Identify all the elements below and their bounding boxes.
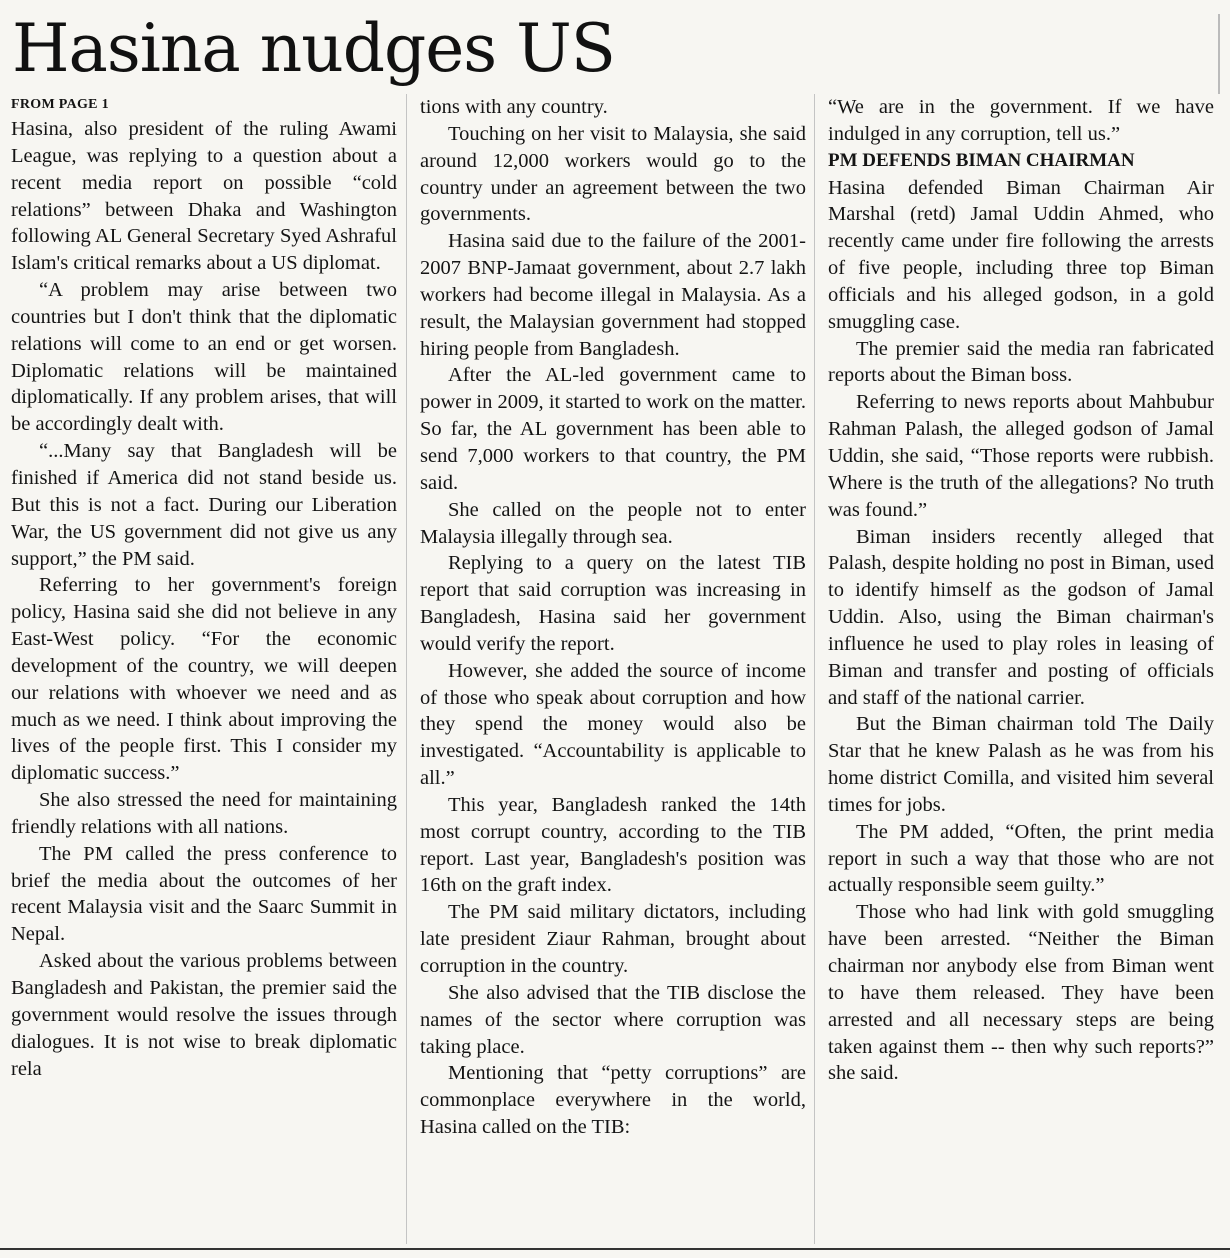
paragraph: She also stressed the need for maintaining friendly relations with all nations.: [11, 789, 397, 838]
paragraph: tions with any country.: [420, 96, 608, 118]
paragraph: Hasina said due to the failure of the 2001-2007 BNP-Jamaat government, about 2.7 lakh workers had become illegal in Malaysia. As a result, the Malaysian government had stopped hiring people from Bangladesh.: [420, 230, 806, 360]
paragraph: Referring to her government's foreign policy, Hasina said she did not believe in any East-West policy. “For the economic development of the country, we will deepen our relations with whoever we need and as much as we need. I think about improving the lives of the people first. This I consider my diplomatic success.”: [11, 574, 397, 785]
paragraph: “We are in the government. If we have indulged in any corruption, tell us.”: [828, 96, 1214, 145]
subheading: PM DEFENDS BIMAN CHAIRMAN: [828, 149, 1135, 171]
edge-line: [1218, 14, 1220, 94]
paragraph: The PM added, “Often, the print media report in such a way that those who are not actually responsible seem guilty.”: [828, 820, 1214, 897]
headline: Hasina nudges US: [12, 10, 615, 87]
kicker-from-page-1: FROM PAGE 1: [11, 97, 109, 112]
paragraph: Asked about the various problems between Bangladesh and Pakistan, the premier said the government would resolve the issues through dialogues. It is not wise to break diplomatic rela: [11, 950, 397, 1080]
paragraph: Those who had link with gold smuggling have been arrested. “Neither the Biman chairman nor anybody else from Biman went to have them released. They have been arrested and all necessary steps are being taken against them -- then why such reports?” she said.: [828, 901, 1214, 1085]
bottom-rule: [0, 1248, 1230, 1250]
column-divider: [406, 94, 407, 1244]
paragraph: She called on the people not to enter Malaysia illegally through sea.: [420, 498, 806, 548]
paragraph: The PM said military dictators, including late president Ziaur Rahman, brought about corruption in the country.: [420, 901, 806, 977]
paragraph: Hasina, also president of the ruling Awami League, was replying to a question about a recent media report on possible “cold relations” between Dhaka and Washington following AL General Secretary Syed Ashraful Islam's critical remarks about a US diplomat.: [11, 118, 397, 275]
column-1: [11, 94, 397, 1082]
paragraph: The PM called the press conference to brief the media about the outcomes of her recent Malaysia visit and the Saarc Summit in Nepal.: [11, 842, 397, 946]
paragraph: After the AL-led government came to power in 2009, it started to work on the matter. So far, the AL government has been able to send 7,000 workers to that country, the PM said.: [420, 364, 806, 494]
paragraph: Biman insiders recently alleged that Palash, despite holding no post in Biman, used to identify himself as the godson of Jamal Uddin. Also, using the Biman chairman's influence he used to play roles in leasing of Biman and transfer and posting of officials and staff of the national carrier.: [828, 525, 1214, 709]
paragraph: However, she added the source of income of those who speak about corruption and how they spend the money would also be investigated. “Accountability is applicable to all.”: [420, 659, 806, 790]
paragraph: Referring to news reports about Mahbubur Rahman Palash, the alleged godson of Jamal Uddin, she said, “Those reports were rubbish. Where is the truth of the allegations? No truth was found.”: [828, 391, 1214, 521]
paragraph: The premier said the media ran fabricated reports about the Biman boss.: [828, 337, 1214, 387]
paragraph: Replying to a query on the latest TIB report that said corruption was increasing in Bangladesh, Hasina said her government would verify the report.: [420, 552, 806, 655]
paragraph: Hasina defended Biman Chairman Air Marshal (retd) Jamal Uddin Ahmed, who recently came under fire following the arrests of five people, including three top Biman officials and his alleged godson, in a gold smuggling case.: [828, 176, 1214, 333]
column-2: [420, 94, 806, 1141]
column-3: [828, 94, 1214, 1087]
paragraph: “...Many say that Bangladesh will be finished if America did not stand beside us. But this is not a fact. During our Liberation War, the US government did not give us any support,” the PM said.: [11, 440, 397, 570]
paragraph: “A problem may arise between two countries but I don't think that the diplomatic relations will come to an end or get worsen. Diplomatic relations will be maintained diplomatically. If any problem arises, that will be accordingly dealt with.: [11, 279, 397, 436]
paragraph: Mentioning that “petty corruptions” are commonplace everywhere in the world, Hasina called on the TIB:: [420, 1062, 806, 1139]
paragraph: This year, Bangladesh ranked the 14th most corrupt country, according to the TIB report. Last year, Bangladesh's position was 16th on the graft index.: [420, 793, 806, 897]
column-divider: [814, 94, 815, 1244]
paragraph: But the Biman chairman told The Daily Star that he knew Palash as he was from his home district Comilla, and visited him several times for jobs.: [828, 713, 1214, 816]
paragraph: She also advised that the TIB disclose the names of the sector where corruption was taking place.: [420, 981, 806, 1058]
paragraph: Touching on her visit to Malaysia, she said around 12,000 workers would go to the country under an agreement between the two governments.: [420, 122, 806, 226]
